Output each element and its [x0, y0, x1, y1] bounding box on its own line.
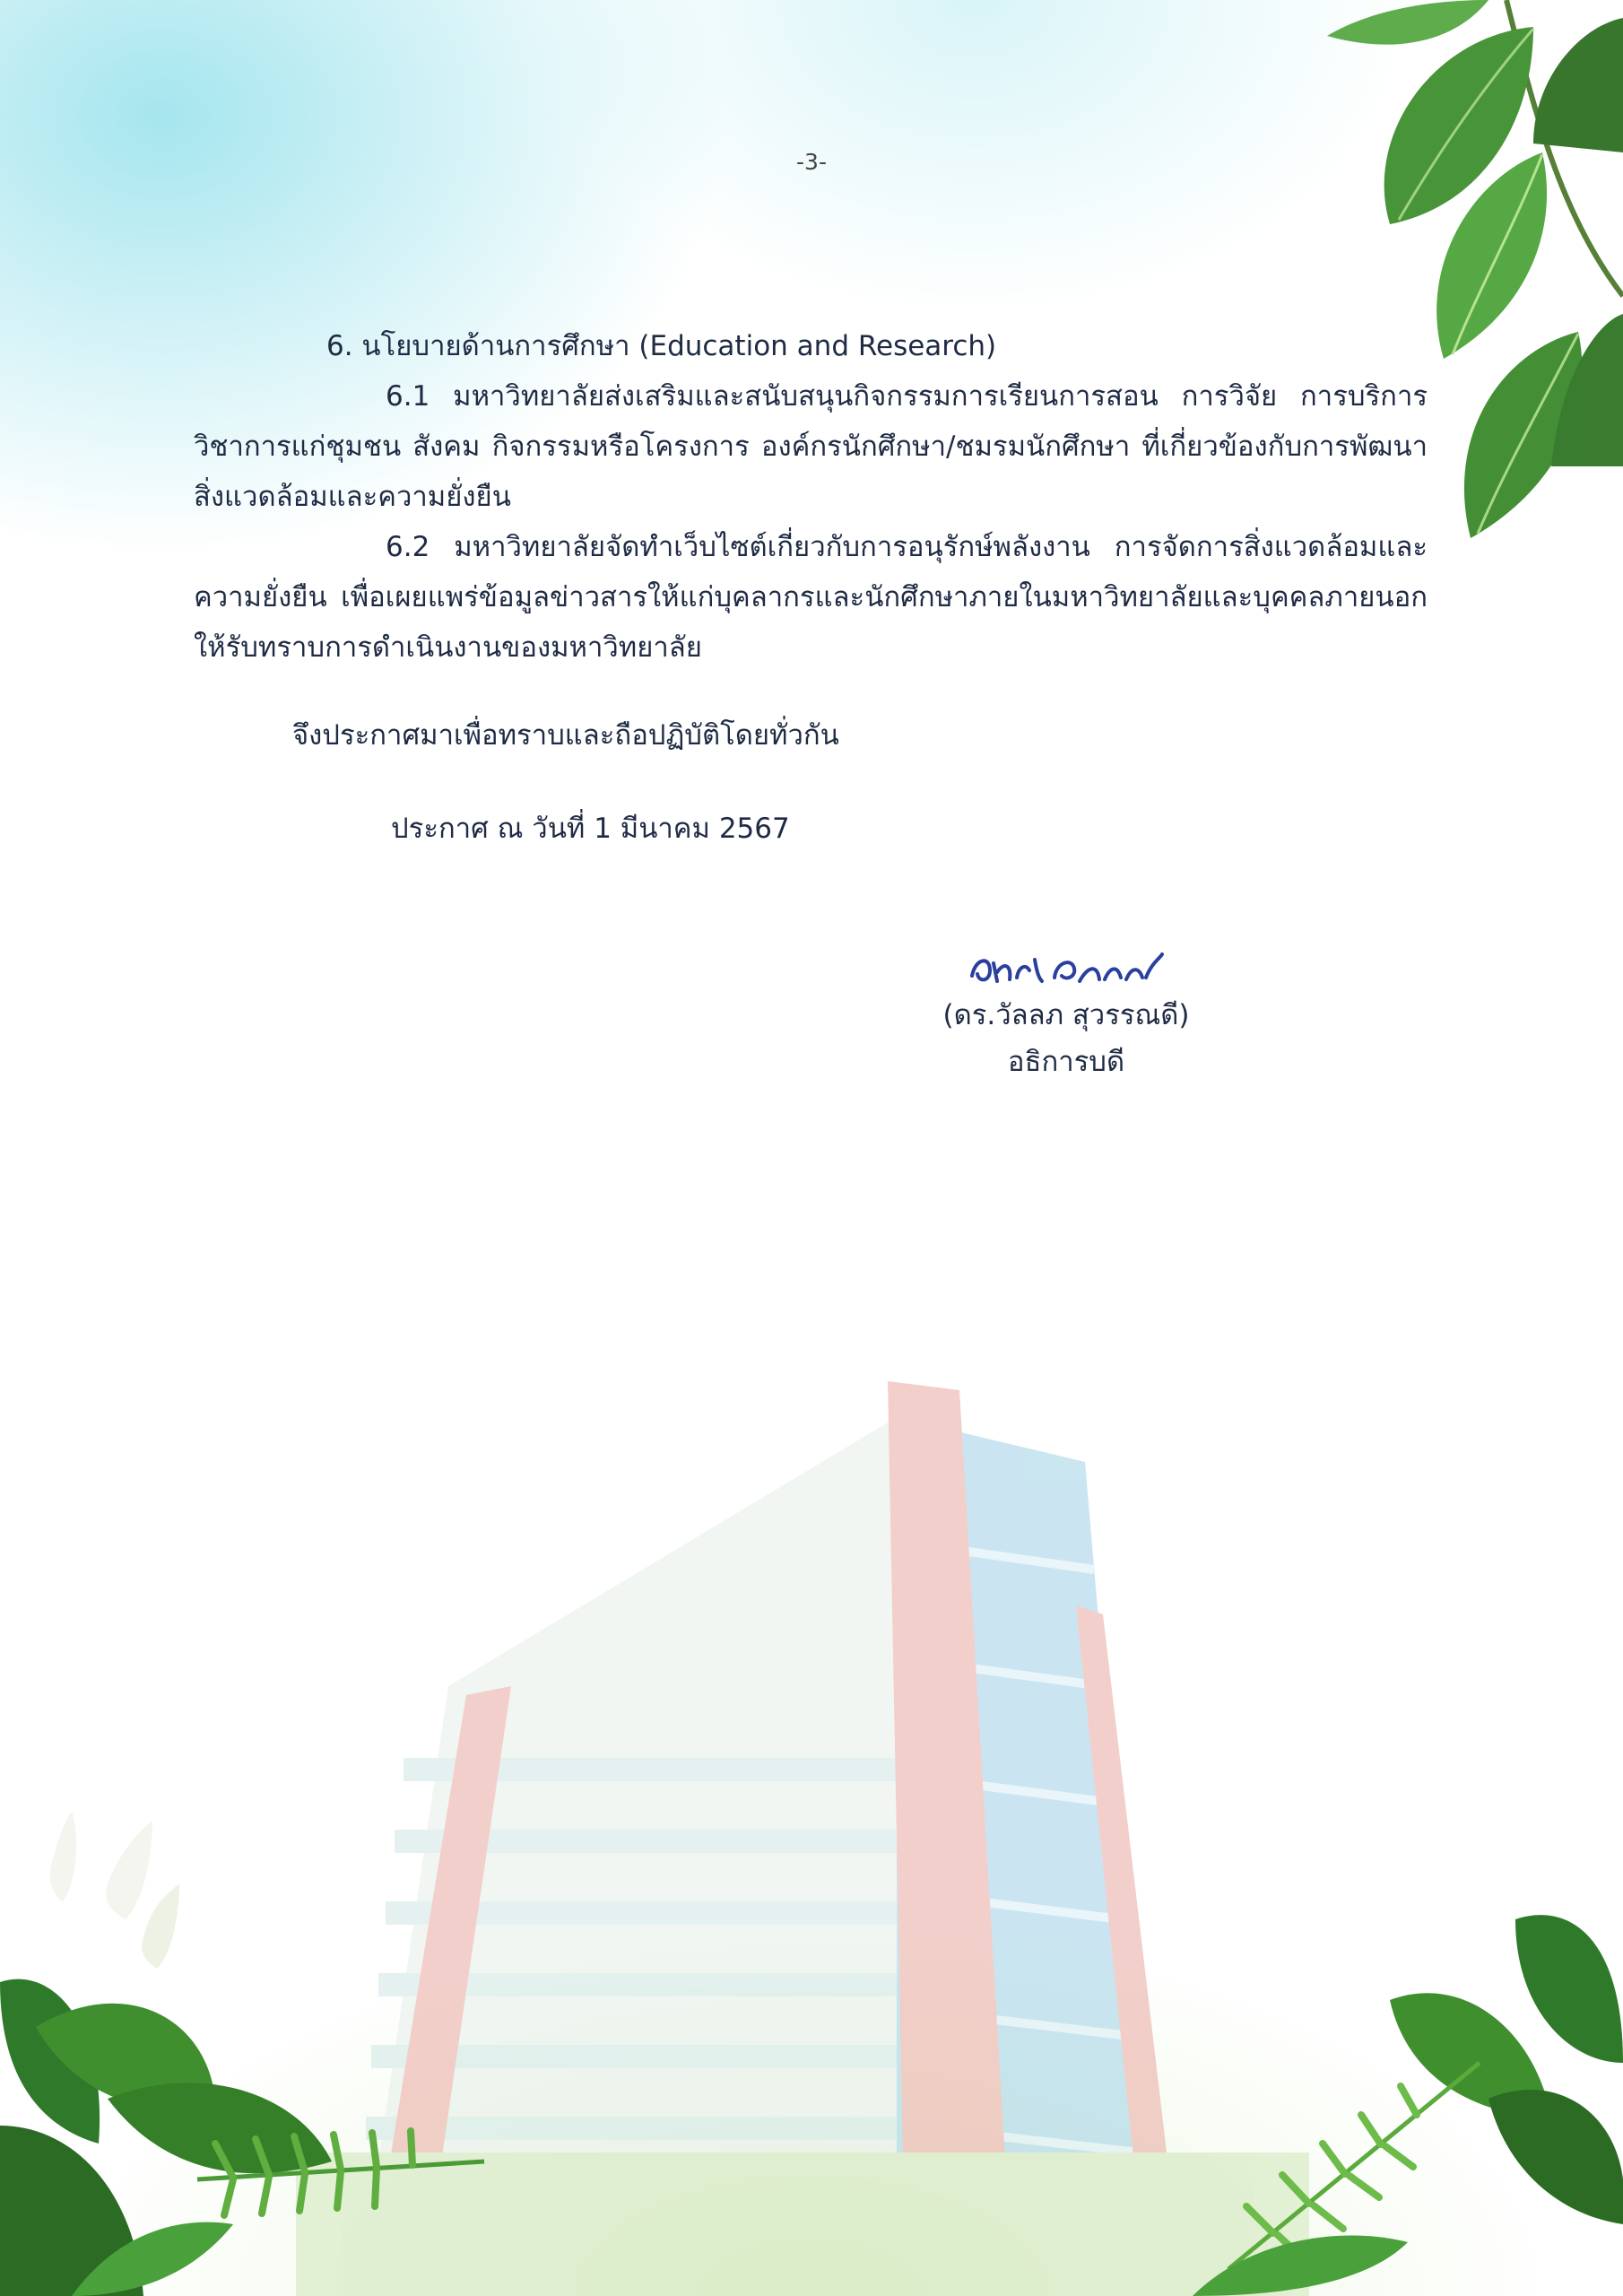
closing-statement: จึงประกาศมาเพื่อทราบและถือปฏิบัติโดยทั่วกัน	[292, 719, 839, 752]
page-number: -3-	[796, 149, 827, 175]
section-heading: 6. นโยบายด้านการศึกษา (Education and Research)	[326, 330, 997, 362]
handwritten-signature	[963, 945, 1169, 992]
signatory-name: (ดร.วัลลภ สุวรรณดี)	[942, 999, 1190, 1031]
signature-block	[900, 945, 1232, 1085]
plants-bottom-left-illustration	[0, 1803, 502, 2296]
signatory-title: อธิการบดี	[1007, 1046, 1125, 1078]
announcement-date: ประกาศ ณ วันที่ 1 มีนาคม 2567	[391, 813, 790, 845]
document-body	[194, 321, 1428, 673]
plants-bottom-right-illustration	[1193, 1883, 1623, 2296]
policy-item-6-2: 6.2 มหาวิทยาลัยจัดทำเว็บไซต์เกี่ยวกับการอนุรักษ์พลังงาน การจัดการสิ่งแวดล้อมและความยั่งยืน เพื่อเผยแพร่ข้อมูลข่าวสารให้แก่บุคลากรและนักศึกษาภายในมหาวิทยาลัยและบุคคลภายนอกให้รับทราบการดำเนินงานของมหาวิทยาลัย	[194, 531, 1428, 664]
policy-item-6-1: 6.1 มหาวิทยาลัยส่งเสริมและสนับสนุนกิจกรรมการเรียนการสอน การวิจัย การบริการวิชาการแก่ชุมชน สังคม กิจกรรมหรือโครงการ องค์กรนักศึกษา/ชมรมนักศึกษา ที่เกี่ยวข้องกับการพัฒนาสิ่งแวดล้อมและความยั่งยืน	[194, 380, 1428, 513]
